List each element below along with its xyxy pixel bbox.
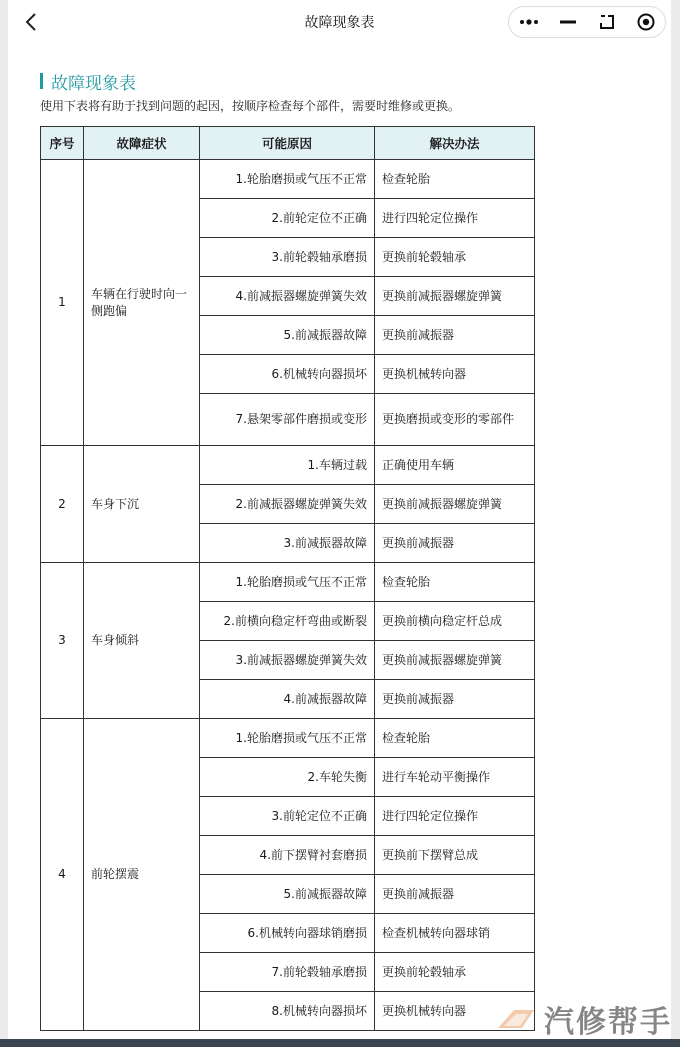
cell-fix: 更换前减振器螺旋弹簧 [375, 485, 535, 524]
cell-fix: 更换前减振器 [375, 524, 535, 563]
heading-accent-bar [40, 73, 43, 89]
cell-cause: 6.机械转向器球销磨损 [200, 914, 375, 953]
watermark-text: 汽修帮手 [544, 1005, 672, 1040]
cell-cause: 4.前减振器故障 [200, 680, 375, 719]
cell-cause: 6.机械转向器损坏 [200, 355, 375, 394]
cell-fix: 更换前减振器螺旋弹簧 [375, 641, 535, 680]
cell-fix: 更换磨损或变形的零部件 [375, 394, 535, 446]
watermark [494, 997, 672, 1041]
restore-button[interactable] [587, 7, 626, 37]
cell-cause: 4.前下摆臂衬套磨损 [200, 836, 375, 875]
mini-program-header [8, 0, 671, 44]
capsule-menu [508, 6, 666, 38]
cell-fix: 更换机械转向器 [375, 992, 535, 1031]
cell-fix: 更换前减振器 [375, 875, 535, 914]
cell-cause: 8.机械转向器损坏 [200, 992, 375, 1031]
cell-seq: 2 [41, 446, 84, 563]
minimize-icon [560, 20, 576, 24]
wrench-logo-icon [494, 1002, 538, 1036]
cell-cause: 2.前轮定位不正确 [200, 199, 375, 238]
cell-fix: 检查机械转向器球销 [375, 914, 535, 953]
table-row [41, 719, 535, 758]
cell-fix: 更换前轮毂轴承 [375, 953, 535, 992]
cell-fix: 检查轮胎 [375, 719, 535, 758]
cell-fix: 更换前轮毂轴承 [375, 238, 535, 277]
minimize-button[interactable] [548, 7, 587, 37]
cell-fix: 检查轮胎 [375, 563, 535, 602]
section-heading [40, 70, 136, 92]
fault-symptom-table [40, 126, 535, 1031]
article-content [8, 44, 671, 1039]
cell-fix: 更换前减振器 [375, 680, 535, 719]
cell-cause: 4.前减振器螺旋弹簧失效 [200, 277, 375, 316]
more-button[interactable] [509, 7, 548, 37]
cell-cause: 2.车轮失衡 [200, 758, 375, 797]
table-row [41, 160, 535, 199]
background-window-left [0, 0, 8, 1047]
cell-cause: 5.前减振器故障 [200, 316, 375, 355]
cell-fix: 进行四轮定位操作 [375, 797, 535, 836]
cell-cause: 1.轮胎磨损或气压不正常 [200, 719, 375, 758]
cell-fix: 正确使用车辆 [375, 446, 535, 485]
cell-fix: 进行四轮定位操作 [375, 199, 535, 238]
cell-fix: 更换机械转向器 [375, 355, 535, 394]
header-seq: 序号 [41, 127, 84, 160]
section-intro: 使用下表将有助于找到问题的起因，按顺序检查每个部件，需要时维修或更换。 [40, 99, 461, 113]
cell-cause: 7.前轮毂轴承磨损 [200, 953, 375, 992]
section-title: 故障现象表 [51, 73, 136, 94]
cell-cause: 5.前减振器故障 [200, 875, 375, 914]
cell-fix: 更换前减振器 [375, 316, 535, 355]
cell-cause: 3.前减振器故障 [200, 524, 375, 563]
header-symptom: 故障症状 [84, 127, 200, 160]
cell-cause: 1.轮胎磨损或气压不正常 [200, 563, 375, 602]
close-button[interactable] [626, 7, 665, 37]
cell-cause: 3.前轮毂轴承磨损 [200, 238, 375, 277]
header-cause: 可能原因 [200, 127, 375, 160]
cell-seq: 1 [41, 160, 84, 446]
background-window-right [671, 0, 680, 1047]
cell-cause: 1.轮胎磨损或气压不正常 [200, 160, 375, 199]
cell-cause: 7.悬架零部件磨损或变形 [200, 394, 375, 446]
header-fix: 解决办法 [375, 127, 535, 160]
table-row [41, 563, 535, 602]
restore-icon [599, 14, 615, 30]
cell-fix: 更换前减振器螺旋弹簧 [375, 277, 535, 316]
cell-fix: 更换前横向稳定杆总成 [375, 602, 535, 641]
cell-seq: 3 [41, 563, 84, 719]
target-close-icon [637, 13, 655, 31]
cell-seq: 4 [41, 719, 84, 1031]
page-title: 故障现象表 [304, 15, 375, 31]
cell-fix: 更换前下摆臂总成 [375, 836, 535, 875]
cell-cause: 3.前减振器螺旋弹簧失效 [200, 641, 375, 680]
cell-cause: 3.前轮定位不正确 [200, 797, 375, 836]
cell-fix: 进行车轮动平衡操作 [375, 758, 535, 797]
cell-symptom: 车身倾斜 [84, 563, 200, 719]
cell-symptom: 车身下沉 [84, 446, 200, 563]
table-row [41, 446, 535, 485]
cell-cause: 1.车辆过载 [200, 446, 375, 485]
table-header-row [41, 127, 535, 160]
cell-cause: 2.前减振器螺旋弹簧失效 [200, 485, 375, 524]
cell-cause: 2.前横向稳定杆弯曲或断裂 [200, 602, 375, 641]
cell-fix: 检查轮胎 [375, 160, 535, 199]
cell-symptom: 前轮摆震 [84, 719, 200, 1031]
cell-symptom: 车辆在行驶时向一侧跑偏 [84, 160, 200, 446]
more-dots-icon [519, 18, 539, 26]
